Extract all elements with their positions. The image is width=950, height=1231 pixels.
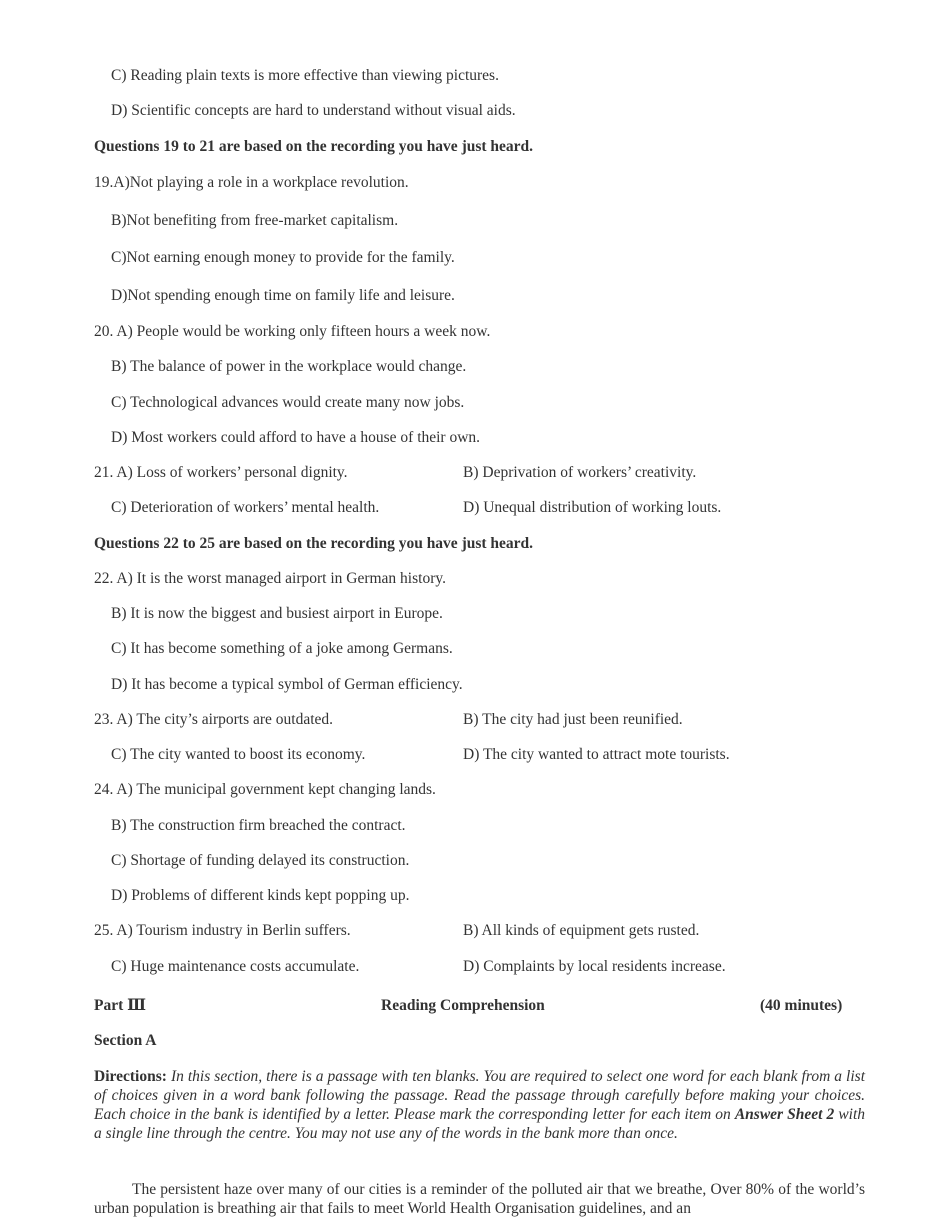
q18-option-c: C) Reading plain texts is more effective than viewing pictures. — [111, 67, 499, 84]
q21-option-d: D) Unequal distribution of working louts. — [463, 499, 722, 516]
q23-option-a: 23. A) The city’s airports are outdated. — [94, 711, 334, 728]
q23-option-d: D) The city wanted to attract mote tourists. — [463, 746, 730, 763]
q24-option-b: B) The construction firm breached the contract. — [111, 817, 406, 834]
q19-option-a: 19.A)Not playing a role in a workplace revolution. — [94, 174, 409, 191]
q21-option-a: 21. A) Loss of workers’ personal dignity. — [94, 464, 348, 481]
q25-option-c: C) Huge maintenance costs accumulate. — [111, 958, 360, 975]
q21-option-b: B) Deprivation of workers’ creativity. — [463, 464, 697, 481]
q19-option-b: B)Not benefiting from free-market capitalism. — [111, 212, 399, 229]
q20-option-d: D) Most workers could afford to have a house of their own. — [111, 429, 481, 446]
q25-option-a: 25. A) Tourism industry in Berlin suffers. — [94, 922, 351, 939]
answer-sheet-label: Answer Sheet 2 — [734, 1106, 835, 1123]
q25-option-b: B) All kinds of equipment gets rusted. — [463, 922, 700, 939]
q20-option-b: B) The balance of power in the workplace would change. — [111, 358, 467, 375]
q24-option-c: C) Shortage of funding delayed its construction. — [111, 852, 410, 869]
q18-option-d: D) Scientific concepts are hard to understand without visual aids. — [111, 102, 516, 119]
q22-option-a: 22. A) It is the worst managed airport in German history. — [94, 570, 446, 587]
heading-questions-19-21: Questions 19 to 21 are based on the recording you have just heard. — [94, 138, 534, 155]
directions-text-2: with a single line through the centre. You may not use any of the words in the bank more than once. — [94, 1106, 866, 1142]
part-3-title: Reading Comprehension — [381, 997, 545, 1014]
q20-option-a: 20. A) People would be working only fifteen hours a week now. — [94, 323, 491, 340]
q23-option-b: B) The city had just been reunified. — [463, 711, 683, 728]
q23-option-c: C) The city wanted to boost its economy. — [111, 746, 366, 763]
q19-option-c: C)Not earning enough money to provide for the family. — [111, 249, 455, 266]
q22-option-d: D) It has become a typical symbol of German efficiency. — [111, 676, 463, 693]
q22-option-b: B) It is now the biggest and busiest airport in Europe. — [111, 605, 443, 622]
q19-option-d: D)Not spending enough time on family life and leisure. — [111, 287, 455, 304]
q25-option-d: D) Complaints by local residents increase. — [463, 958, 726, 975]
q24-option-d: D) Problems of different kinds kept popping up. — [111, 887, 410, 904]
q21-option-c: C) Deterioration of workers’ mental health. — [111, 499, 380, 516]
passage-paragraph: The persistent haze over many of our cities is a reminder of the polluted air that we breathe, Over 80% of the world’s urban population is breathing air that fails to meet World Health Organisation guidelines, and an — [94, 1181, 865, 1217]
directions-block — [94, 1067, 865, 1143]
section-a-heading: Section A — [94, 1032, 157, 1049]
q20-option-c: C) Technological advances would create many now jobs. — [111, 394, 465, 411]
directions-text-1: In this section, there is a passage with ten blanks. You are required to select one word for each blank from a list of choices given in a word bank following the passage. Read the passage through carefully before making your choices. Each choice in the bank is identified by a letter. Please mark the corresponding letter for each item on — [94, 1068, 866, 1123]
q24-option-a: 24. A) The municipal government kept changing lands. — [94, 781, 436, 798]
part-3-label: Part Ⅲ — [94, 997, 147, 1014]
part-3-time: (40 minutes) — [760, 997, 843, 1014]
directions-label: Directions: — [94, 1068, 167, 1085]
q22-option-c: C) It has become something of a joke among Germans. — [111, 640, 453, 657]
heading-questions-22-25: Questions 22 to 25 are based on the recording you have just heard. — [94, 535, 534, 552]
